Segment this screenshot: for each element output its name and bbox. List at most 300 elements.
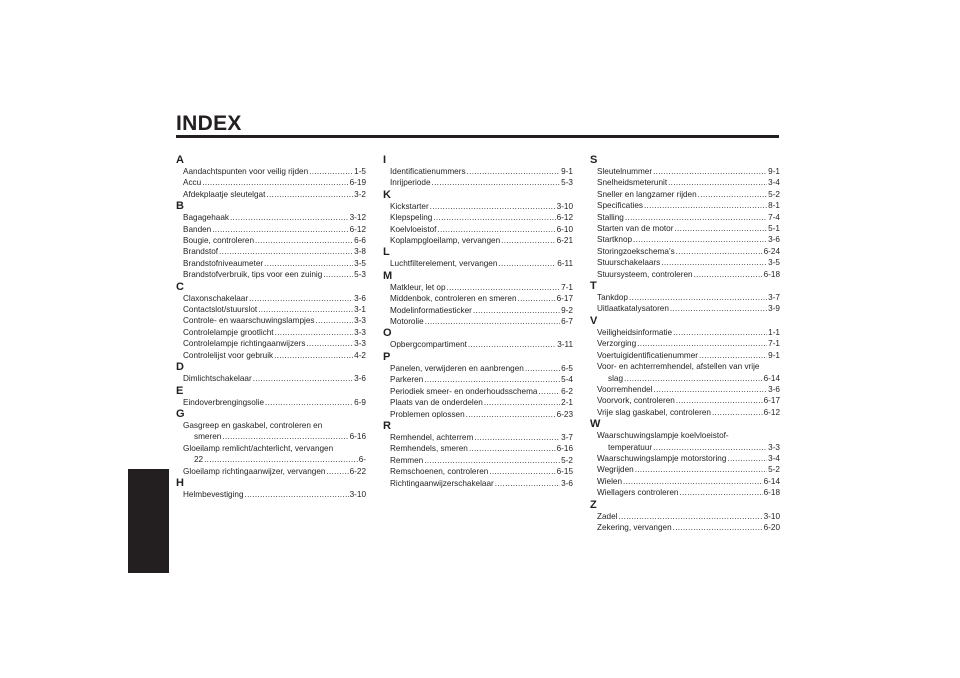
index-entry-text: Controlelampje richtingaanwijzers: [183, 339, 306, 349]
index-entry: [590, 327, 780, 338]
index-entry: [590, 407, 780, 418]
index-entry-page: 3-3: [354, 339, 366, 349]
index-entry-page: 3-10: [763, 511, 780, 521]
dot-leader: [679, 487, 762, 498]
index-entry-page: 6-14: [763, 476, 780, 486]
index-entry-page: 6-10: [556, 224, 573, 234]
index-entry-page: 3-8: [354, 247, 366, 257]
index-entry-text: Remmen: [390, 455, 424, 465]
dot-leader: [712, 407, 763, 418]
index-entry-page: 3-1: [354, 305, 366, 315]
index-entry: [383, 339, 573, 350]
dot-leader: [676, 395, 763, 406]
index-entry-page: 6-11: [557, 259, 573, 269]
index-entry: [590, 292, 780, 303]
index-entry-text: Luchtfilterelement, vervangen: [390, 259, 498, 269]
index-entry: [176, 454, 366, 465]
index-entry: [590, 464, 780, 475]
index-entry: [383, 305, 573, 316]
index-entry-text: Klepspeling: [390, 213, 433, 223]
dot-leader: [447, 282, 561, 293]
index-entry: [176, 327, 366, 338]
index-entry-text: Motorolie: [390, 317, 424, 327]
index-entry-text: Storingzoekschema’s: [597, 246, 675, 256]
dot-leader: [698, 189, 767, 200]
index-letter-heading: C: [176, 280, 184, 293]
index-entry-text: Problemen oplossen: [390, 409, 465, 419]
index-entry-text: Stalling: [597, 212, 624, 222]
dot-leader: [629, 292, 767, 303]
index-entry-text: Claxonschakelaar: [183, 293, 249, 303]
index-entry-text: Verzorging: [597, 339, 637, 349]
page-title: INDEX: [176, 112, 242, 135]
index-column-3: [590, 154, 780, 533]
dot-leader: [323, 269, 353, 280]
index-entry-text: Gloeilamp richtingaanwijzer, vervangen: [183, 466, 326, 476]
index-entry-page: 6-6: [354, 236, 366, 246]
dot-leader: [326, 466, 348, 477]
index-entry-text: Identificatienummers: [390, 167, 466, 176]
index-entry: [590, 269, 780, 280]
index-entry-text: Banden: [183, 224, 212, 234]
index-entry-page: 9-1: [768, 350, 780, 360]
index-entry-text: Stuurschakelaars: [597, 258, 661, 268]
index-entry-text: Sleutelnummer: [597, 167, 653, 176]
index-entry-page: 5-3: [354, 270, 366, 280]
index-entry-page: 8-1: [768, 201, 780, 211]
dot-leader: [468, 339, 556, 350]
dot-leader: [676, 246, 763, 257]
index-entry-page: 3-6: [354, 374, 366, 384]
index-entry-continuation: slag: [608, 373, 624, 383]
index-entry: [383, 363, 573, 374]
index-entry: [176, 189, 366, 200]
index-entry: [176, 350, 366, 361]
dot-leader: [204, 454, 358, 465]
index-entry: [383, 316, 573, 327]
index-entry-text: Voor- en achterremhendel, afstellen van vrije: [597, 362, 760, 372]
dot-leader: [473, 305, 560, 316]
index-entry-text: Modelinformatiesticker: [390, 305, 472, 315]
index-entry: [383, 177, 573, 188]
index-entry: [590, 395, 780, 406]
index-entry-page: 6-: [358, 455, 366, 465]
index-entry: [383, 235, 573, 246]
index-entry-page: 6-5: [561, 363, 573, 373]
index-entry-text: Contactslot/stuurslot: [183, 305, 258, 315]
index-entry-text: Afdekplaatje sleutelgat: [183, 189, 266, 199]
index-entry: [176, 304, 366, 315]
index-entry-page: 4-2: [354, 350, 366, 360]
dot-leader: [635, 464, 767, 475]
index-column-2: [383, 154, 573, 489]
index-entry-text: Vrije slag gaskabel, controleren: [597, 407, 711, 417]
index-entry-text: Gloeilamp remlicht/achterlicht, vervangen: [183, 443, 334, 453]
index-entry: [383, 293, 573, 304]
index-letter-heading: B: [176, 200, 184, 213]
index-entry-text: Veiligheidsinformatie: [597, 327, 673, 337]
index-entry-text: Wielen: [597, 476, 623, 486]
index-entry: [176, 177, 366, 188]
index-entry: [176, 373, 366, 384]
index-entry-text: Voertuigidentificatienummer: [597, 350, 699, 360]
index-entry-page: 3-6: [561, 478, 573, 488]
index-entry: [383, 258, 573, 269]
index-entry-page: 6-14: [763, 373, 780, 383]
index-entry-page: 3-6: [354, 293, 366, 303]
index-entry-page: 5-2: [561, 455, 573, 465]
index-entry-page: 6-22: [349, 466, 366, 476]
dot-leader: [306, 338, 353, 349]
dot-leader: [316, 315, 354, 326]
index-entry: [176, 258, 366, 269]
index-entry: [590, 522, 780, 533]
index-entry-page: 6-12: [556, 213, 573, 223]
index-entry: [176, 269, 366, 280]
index-entry: [590, 303, 780, 314]
index-entry-text: Periodiek smeer- en onderhoudsschema: [390, 386, 538, 396]
index-entry-page: 5-1: [768, 224, 780, 234]
index-entry-text: Koelvloeistof: [390, 224, 437, 234]
dot-leader: [425, 316, 560, 327]
index-entry: [383, 466, 573, 477]
dot-leader: [661, 257, 767, 268]
index-letter-heading: I: [383, 154, 387, 166]
index-entry-text: Controle- en waarschuwingslampjes: [183, 316, 315, 326]
index-entry: [590, 476, 780, 487]
index-entry-page: 6-19: [349, 178, 366, 188]
index-entry-text: Wiellagers controleren: [597, 488, 679, 498]
dot-leader: [253, 373, 353, 384]
index-entry: [590, 166, 780, 177]
index-entry: [176, 166, 366, 177]
dot-leader: [219, 246, 353, 257]
index-entry-text: Matkleur, let op: [390, 282, 446, 292]
dot-leader: [699, 350, 767, 361]
index-entry-page: 7-1: [768, 339, 780, 349]
index-entry-page: 6-18: [763, 269, 780, 279]
index-entry-page: 3-7: [561, 432, 573, 442]
index-entry-page: 3-4: [768, 453, 780, 463]
index-entry-page: 3-11: [557, 340, 573, 350]
index-entry-page: 7-1: [561, 282, 573, 292]
index-entry: [176, 489, 366, 500]
index-entry-text: Wegrijden: [597, 465, 634, 475]
index-entry-text: Brandstofniveaumeter: [183, 258, 264, 268]
index-letter-heading: R: [383, 419, 391, 432]
index-entry-text: Brandstofverbruik, tips voor een zuinig: [183, 270, 323, 280]
index-entry: [590, 384, 780, 395]
index-entry-page: 5-2: [768, 465, 780, 475]
index-entry: [590, 442, 780, 453]
index-entry: [590, 453, 780, 464]
index-entry: [383, 201, 573, 212]
index-entry-text: Controlelampje grootlicht: [183, 327, 274, 337]
index-entry-text: Remschoenen, controleren: [390, 467, 489, 477]
dot-leader: [538, 386, 560, 397]
index-entry-text: Opbergcompartiment: [390, 340, 467, 350]
index-entry: [176, 315, 366, 326]
index-entry-text: Remhendel, achterrem: [390, 432, 474, 442]
index-entry-text: Gasgreep en gaskabel, controleren en: [183, 420, 323, 430]
dot-leader: [309, 166, 353, 177]
index-entry-page: 3-6: [768, 235, 780, 245]
index-entry-page: 6-17: [763, 396, 780, 406]
index-entry-continuation: smeren: [194, 432, 222, 442]
dot-leader: [255, 235, 353, 246]
index-entry-page: 6-18: [763, 488, 780, 498]
dot-leader: [670, 303, 767, 314]
index-entry-page: 5-3: [561, 178, 573, 188]
index-letter-heading: T: [590, 280, 597, 293]
index-entry: [176, 338, 366, 349]
index-entry: [176, 293, 366, 304]
index-entry-text: Voorvork, controleren: [597, 396, 675, 406]
index-entry-text: Panelen, verwijderen en aanbrengen: [390, 363, 524, 373]
index-entry-page: 9-1: [561, 167, 573, 176]
index-entry-page: 6-16: [556, 444, 573, 454]
dot-leader: [525, 363, 560, 374]
index-entry-page: 3-3: [768, 442, 780, 452]
dot-leader: [694, 269, 763, 280]
index-entry-text: Richtingaanwijzerschakelaar: [390, 478, 494, 488]
index-entry-page: 2-1: [561, 398, 573, 408]
index-entry-page: 7-4: [768, 212, 780, 222]
index-entry-page: 3-7: [768, 293, 780, 303]
index-entry: [383, 212, 573, 223]
index-entry-text: Brandstof: [183, 247, 219, 257]
dot-leader: [202, 177, 348, 188]
index-entry-page: 3-5: [768, 258, 780, 268]
dot-leader: [498, 258, 556, 269]
index-entry-text: Voorremhendel: [597, 384, 653, 394]
index-entry: [383, 386, 573, 397]
index-entry-continuation: temperatuur: [608, 442, 653, 452]
dot-leader: [222, 431, 348, 442]
dot-leader: [674, 223, 767, 234]
dot-leader: [489, 466, 555, 477]
index-entry: [590, 373, 780, 384]
dot-leader: [230, 212, 349, 223]
index-entry: [590, 257, 780, 268]
index-entry: [383, 282, 573, 293]
index-letter-heading: D: [176, 361, 184, 374]
index-entry-text: Specificaties: [597, 201, 643, 211]
index-entry-text: Accu: [183, 178, 202, 188]
dot-leader: [623, 476, 763, 487]
index-entry-page: 6-12: [349, 224, 366, 234]
index-entry-text: Sneller en langzamer rijden: [597, 189, 697, 199]
index-entry-page: 6-15: [556, 467, 573, 477]
index-entry-text: Waarschuwingslampje koelvloeistof-: [597, 431, 729, 441]
dot-leader: [501, 235, 555, 246]
index-entry-page: 3-10: [556, 201, 573, 211]
index-entry: [383, 409, 573, 420]
dot-leader: [469, 443, 556, 454]
dot-leader: [727, 453, 767, 464]
index-entry-text: Helmbevestiging: [183, 489, 244, 499]
index-entry-text: Waarschuwingslampje motorstoring: [597, 453, 727, 463]
index-entry: [176, 212, 366, 223]
index-entry-page: 6-20: [763, 522, 780, 532]
index-entry-text: Aandachtspunten voor veilig rijden: [183, 167, 309, 176]
dot-leader: [484, 397, 560, 408]
dot-leader: [432, 177, 561, 188]
index-letter-heading: K: [383, 188, 391, 201]
index-entry: [383, 374, 573, 385]
dot-leader: [212, 224, 348, 235]
index-entry-text: Eindoverbrengingsolie: [183, 397, 265, 407]
index-entry: [176, 431, 366, 442]
dot-leader: [264, 258, 353, 269]
index-letter-heading: G: [176, 407, 185, 420]
index-entry-text: Dimlichtschakelaar: [183, 374, 252, 384]
index-entry-page: 6-23: [556, 409, 573, 419]
index-entry-page: 3-2: [354, 189, 366, 199]
title-rule: [176, 135, 779, 138]
dot-leader: [424, 455, 560, 466]
index-entry-text: Bougie, controleren: [183, 236, 255, 246]
index-entry-continuation: 22: [194, 455, 204, 465]
index-letter-heading: W: [590, 418, 601, 431]
index-entry-text: Inrijperiode: [390, 178, 431, 188]
index-letter-heading: A: [176, 154, 184, 166]
index-entry-text: Zekering, vervangen: [597, 522, 672, 532]
index-entry: [176, 466, 366, 477]
index-entry-page: 1-5: [354, 167, 366, 176]
index-entry: [383, 478, 573, 489]
index-entry-text: Startknop: [597, 235, 633, 245]
index-entry-text: Uitlaatkatalysatoren: [597, 304, 669, 314]
index-entry-page: 6-16: [349, 432, 366, 442]
dot-leader: [518, 293, 556, 304]
dot-leader: [275, 327, 354, 338]
dot-leader: [653, 442, 767, 453]
index-entry: [590, 200, 780, 211]
index-entry: [590, 223, 780, 234]
index-entry-page: 5-4: [561, 375, 573, 385]
index-entry: [590, 487, 780, 498]
index-letter-heading: H: [176, 476, 184, 489]
dot-leader: [424, 374, 560, 385]
dot-leader: [274, 350, 353, 361]
index-entry: [383, 397, 573, 408]
index-entry: [590, 212, 780, 223]
index-entry-text: Stuursysteem, controleren: [597, 269, 693, 279]
index-entry-page: 6-21: [556, 236, 573, 246]
dot-leader: [668, 177, 767, 188]
index-entry-text: Snelheidsmeterunit: [597, 178, 668, 188]
dot-leader: [618, 511, 762, 522]
index-entry-page: 5-2: [768, 189, 780, 199]
index-entry: [590, 177, 780, 188]
dot-leader: [258, 304, 353, 315]
dot-leader: [265, 397, 353, 408]
index-entry-page: 9-1: [768, 167, 780, 176]
index-entry-page: 3-3: [354, 327, 366, 337]
index-entry-page: 3-10: [349, 489, 366, 499]
index-entry-text: Koplampgloeilamp, vervangen: [390, 236, 501, 246]
index-entry: [590, 338, 780, 349]
index-entry: [590, 350, 780, 361]
index-entry-page: 6-17: [556, 294, 573, 304]
dot-leader: [430, 201, 556, 212]
index-entry-page: 3-6: [768, 384, 780, 394]
dot-leader: [673, 522, 763, 533]
dot-leader: [673, 327, 767, 338]
dot-leader: [467, 166, 561, 177]
index-entry-page: 6-12: [763, 407, 780, 417]
index-entry-page: 3-3: [354, 316, 366, 326]
index-entry: [383, 166, 573, 177]
index-entry: [590, 189, 780, 200]
index-entry-page: 3-9: [768, 304, 780, 314]
dot-leader: [249, 293, 353, 304]
dot-leader: [653, 166, 767, 177]
index-entry-text: Kickstarter: [390, 201, 429, 211]
index-entry-text: Zadel: [597, 511, 618, 521]
index-entry-page: 3-12: [349, 213, 366, 223]
index-entry: [383, 224, 573, 235]
dot-leader: [474, 432, 560, 443]
index-entry-text: Controlelijst voor gebruik: [183, 350, 274, 360]
index-entry-page: 9-2: [561, 305, 573, 315]
index-letter-heading: O: [383, 327, 392, 340]
dot-leader: [633, 234, 767, 245]
index-letter-heading: E: [176, 384, 184, 397]
section-tab-marker: [128, 469, 169, 573]
index-entry-page: 3-5: [354, 258, 366, 268]
index-column-1: [176, 154, 366, 500]
index-entry-text: Remhendels, smeren: [390, 444, 468, 454]
index-entry-page: 1-1: [768, 327, 780, 337]
index-entry: [590, 234, 780, 245]
dot-leader: [437, 224, 555, 235]
dot-leader: [625, 212, 767, 223]
index-entry-page: 6-24: [763, 246, 780, 256]
dot-leader: [433, 212, 555, 223]
index-entry-page: 6-9: [354, 397, 366, 407]
dot-leader: [245, 489, 349, 500]
index-entry-text: Bagagehaak: [183, 213, 229, 223]
index-entry-text: Plaats van de onderdelen: [390, 398, 483, 408]
dot-leader: [266, 189, 353, 200]
dot-leader: [654, 384, 768, 395]
index-entry: [383, 443, 573, 454]
dot-leader: [495, 478, 560, 489]
dot-leader: [624, 373, 763, 384]
dot-leader: [637, 338, 767, 349]
index-entry-page: 6-2: [561, 386, 573, 396]
index-entry: [176, 246, 366, 257]
index-entry-text: Starten van de motor: [597, 224, 674, 234]
index-entry-page: 6-7: [561, 317, 573, 327]
index-letter-heading: V: [590, 314, 598, 327]
index-entry-text: Middenbok, controleren en smeren: [390, 294, 517, 304]
index-letter-heading: L: [383, 246, 390, 259]
index-entry: [383, 432, 573, 443]
index-entry: [176, 235, 366, 246]
index-entry-text: Parkeren: [390, 375, 424, 385]
index-entry: [590, 511, 780, 522]
index-letter-heading: S: [590, 154, 598, 166]
index-letter-heading: M: [383, 269, 393, 282]
index-entry: [176, 224, 366, 235]
dot-leader: [466, 409, 556, 420]
index-entry-text: Tankdop: [597, 293, 628, 303]
index-letter-heading: P: [383, 350, 391, 363]
index-entry-page: 3-4: [768, 178, 780, 188]
